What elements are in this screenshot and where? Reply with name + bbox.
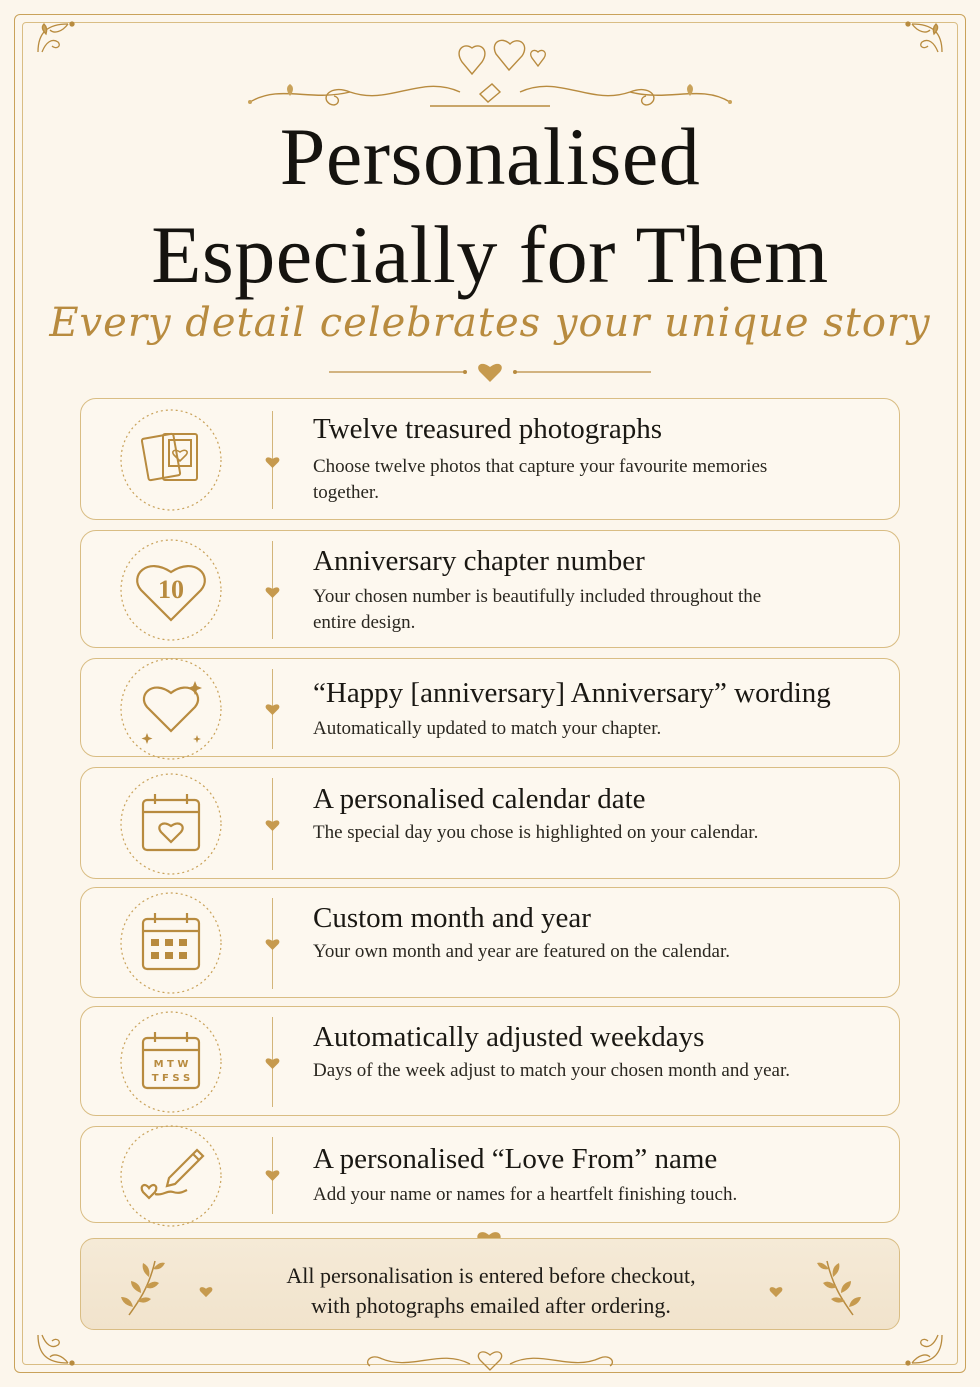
feature-title: Automatically adjusted weekdays [313, 1021, 705, 1053]
svg-text:T F S S: T F S S [151, 1073, 191, 1084]
heart-icon [265, 585, 280, 599]
feature-card-love-from [80, 1126, 900, 1223]
calendar-weekdays-icon [117, 1008, 225, 1116]
footer-line1: All personalisation is entered before checkout, [286, 1263, 696, 1288]
page-title-line2: Especially for Them [151, 209, 829, 300]
feature-title: “Happy [anniversary] Anniversary” wording [313, 677, 831, 709]
heart-icon [265, 1056, 280, 1070]
feature-description: Your own month and year are featured on the calendar. [313, 941, 730, 962]
feature-card-chapter-number [80, 530, 900, 648]
feature-description: Choose twelve photos that capture your favourite memories together. [313, 456, 768, 503]
feature-title: Anniversary chapter number [313, 545, 645, 577]
feature-description: Add your name or names for a heartfelt finishing touch. [313, 1184, 738, 1205]
heart-divider-icon [325, 358, 655, 386]
footer-note [80, 1238, 900, 1330]
calendar-grid-icon [117, 889, 225, 997]
photos-heart-icon [117, 406, 225, 514]
corner-flourish-icon [28, 12, 98, 82]
feature-title: Twelve treasured photographs [313, 413, 663, 445]
feature-card-weekdays [80, 1006, 900, 1116]
feature-title: A personalised calendar date [313, 783, 646, 815]
feature-card-photos [80, 398, 900, 520]
heart-icon [265, 1168, 280, 1182]
footer-line2: with photographs emailed after ordering. [311, 1293, 671, 1318]
heart-icon [265, 937, 280, 951]
sparkle-heart-icon [117, 655, 225, 763]
page-title-line1: Personalised [279, 111, 701, 202]
pen-heart-icon [117, 1122, 225, 1230]
feature-card-month-year [80, 887, 900, 998]
feature-card-wording [80, 658, 900, 757]
feature-description: Automatically updated to match your chapter. [313, 718, 662, 739]
heart-icon [265, 702, 280, 716]
feature-description: Days of the week adjust to match your chosen month and year. [313, 1060, 790, 1081]
heart-icon [265, 455, 280, 469]
feature-title: Custom month and year [313, 902, 591, 934]
number-heart-icon [117, 536, 225, 644]
page-subtitle: Every detail celebrates your unique story [49, 300, 931, 346]
svg-text:M T W: M T W [153, 1059, 189, 1070]
bottom-heart-ornament-icon [330, 1338, 650, 1378]
feature-card-calendar-date [80, 767, 900, 879]
heart-icon [265, 818, 280, 832]
feature-title: A personalised “Love From” name [313, 1143, 718, 1175]
top-hearts-ornament-icon [230, 14, 750, 114]
calendar-heart-icon [117, 770, 225, 878]
corner-flourish-icon [882, 12, 952, 82]
feature-description: The special day you chose is highlighted on your calendar. [313, 822, 759, 843]
feature-description: Your chosen number is beautifully included throughout the entire design. [313, 586, 762, 633]
svg-text:10: 10 [158, 575, 184, 604]
